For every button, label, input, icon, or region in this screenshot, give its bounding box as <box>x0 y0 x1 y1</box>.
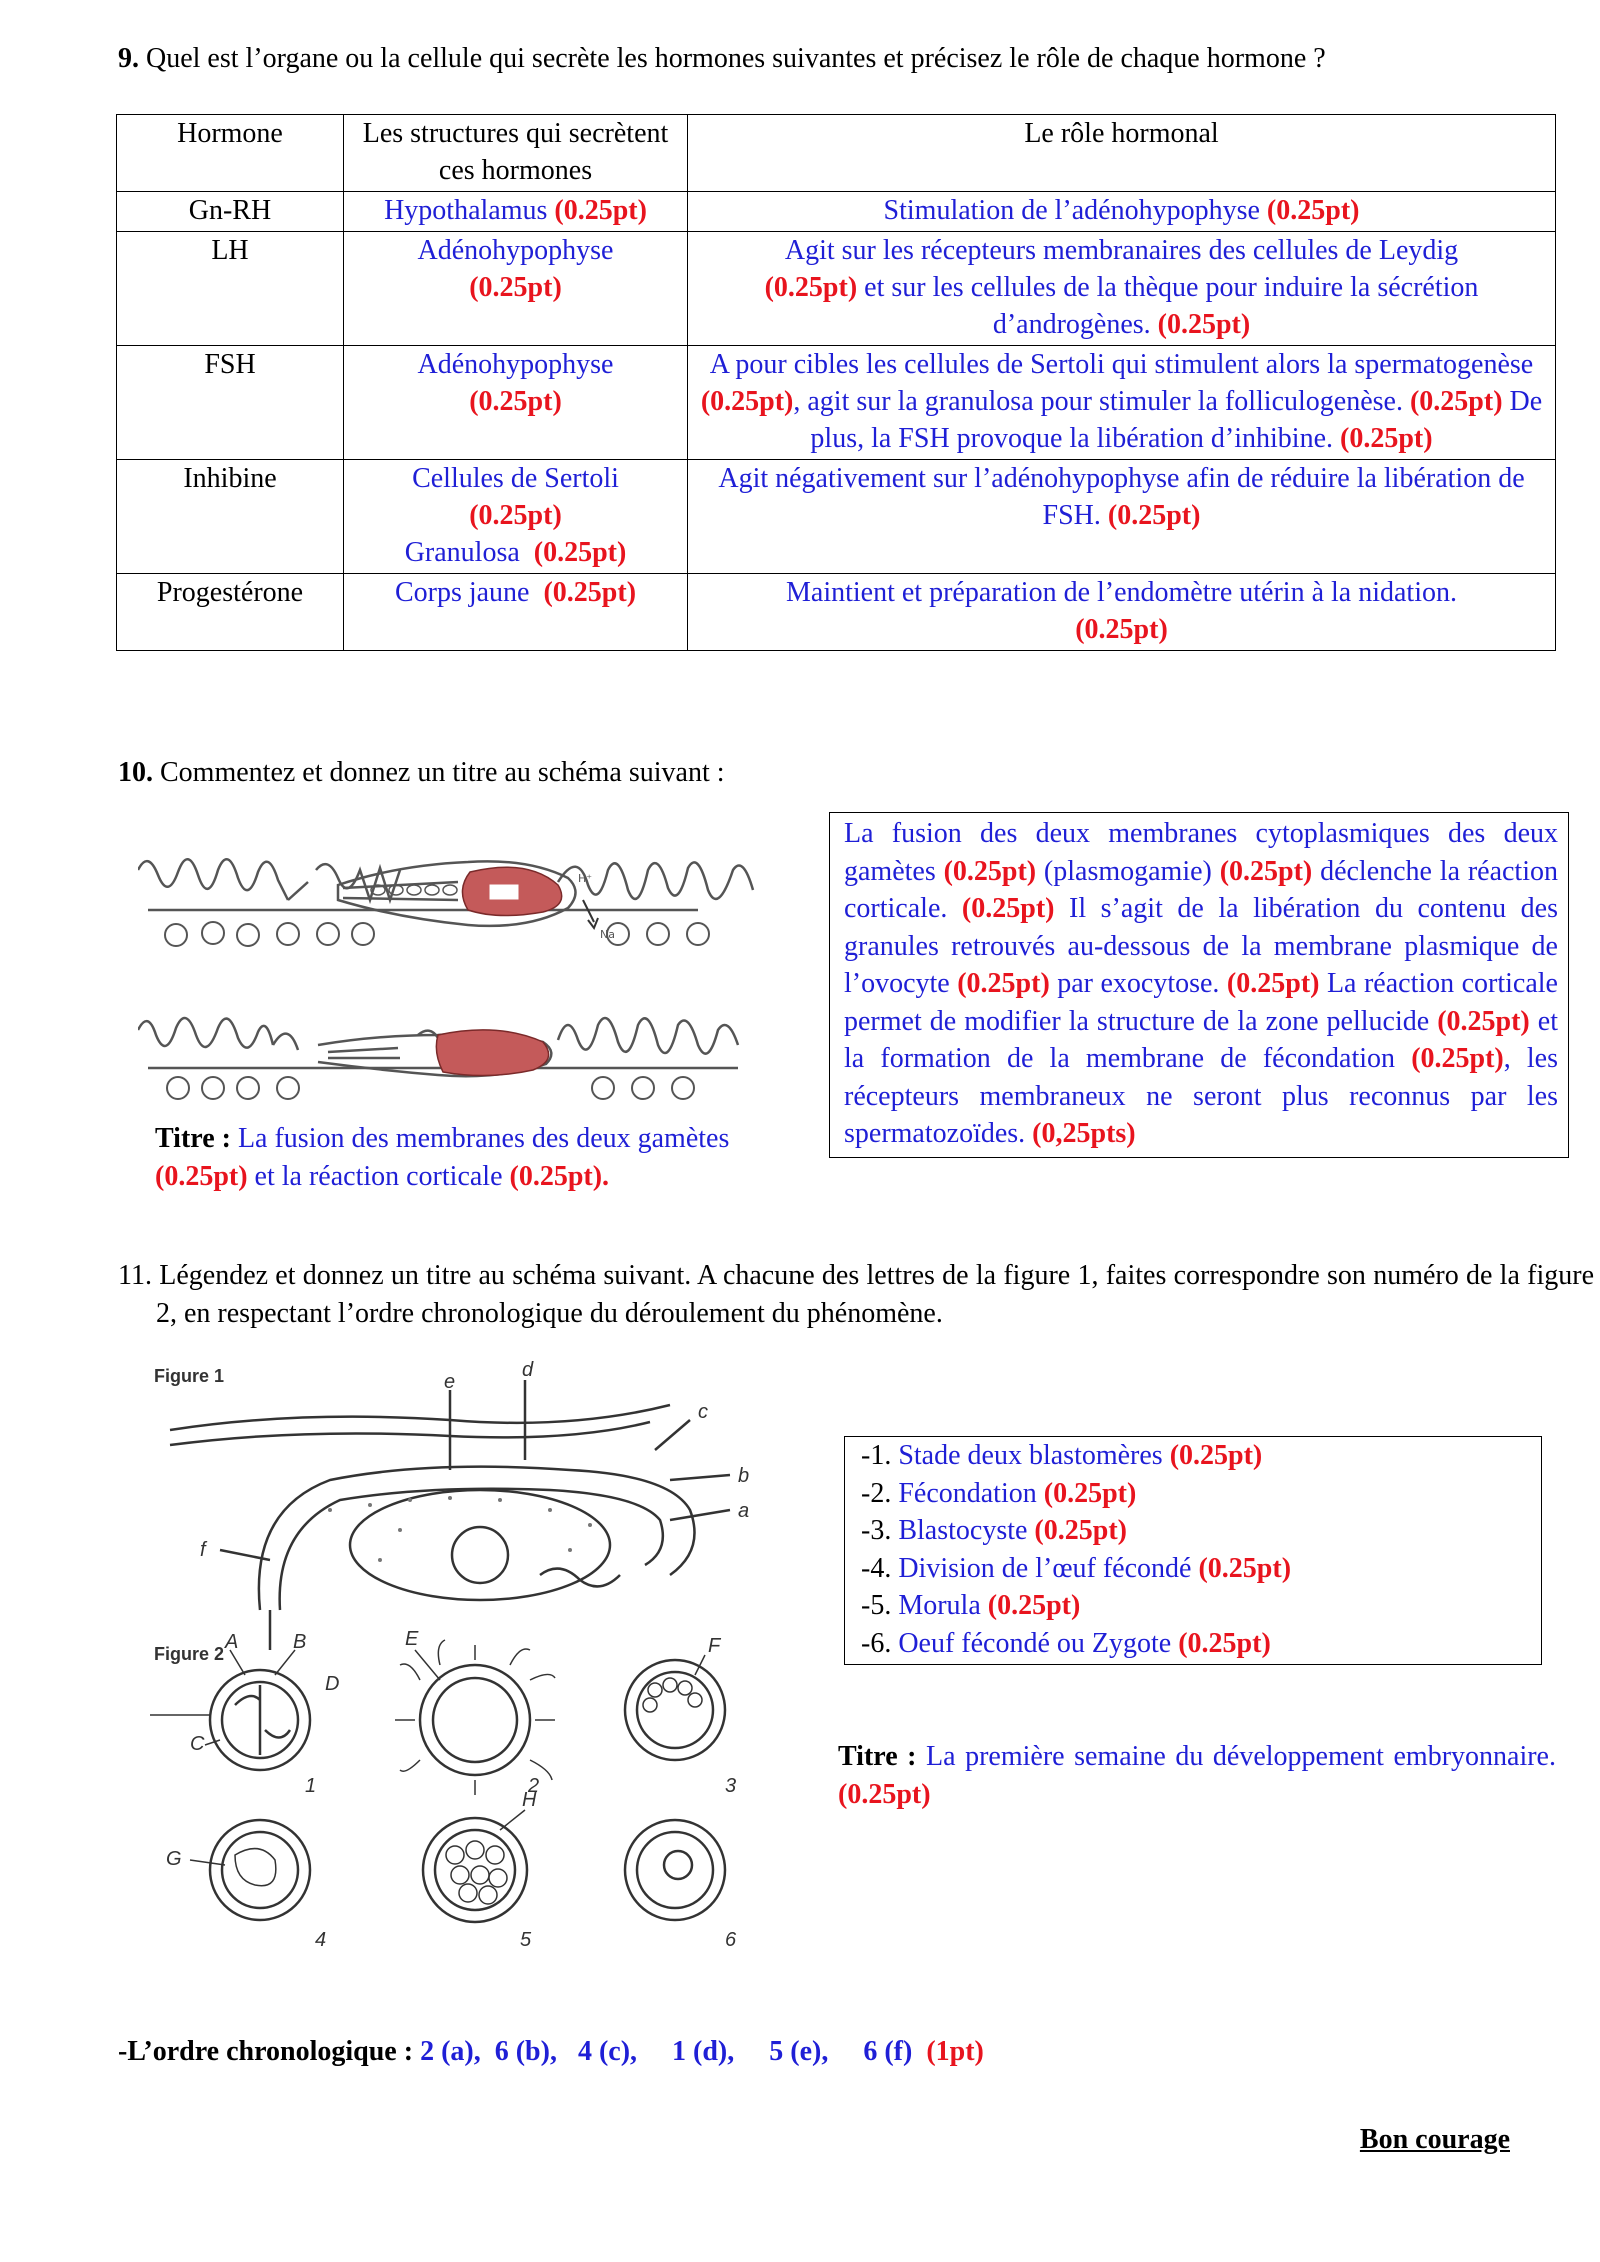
table-row <box>117 192 1556 232</box>
role-text: Agit négativement sur l’adénohypophyse afin de réduire la libération de FSH. <box>718 463 1525 531</box>
points: (0.25pt) <box>469 386 562 417</box>
points: (0.25pt) <box>543 577 637 608</box>
role-text: De plus, la FSH provoque la libération d’inhibine. <box>810 386 1543 454</box>
comment-text: par exocytose. <box>1049 968 1227 999</box>
points: (0.25pt) <box>1178 1627 1271 1659</box>
role-cell <box>688 574 1556 651</box>
structure-text: Cellules de Sertoli <box>412 463 619 494</box>
legend-text: Stade deux blastomères <box>898 1440 1170 1471</box>
points: (0.25pt) <box>1169 1440 1263 1471</box>
fig2-number-5: 5 <box>520 1929 532 1950</box>
legend-text: Division de l’œuf fécondé <box>898 1552 1199 1584</box>
legend-item <box>861 1437 1541 1475</box>
structure-cell <box>344 574 688 651</box>
role-text: Maintient et préparation de l’endomètre utérin à la nidation. <box>786 577 1457 608</box>
fig2-letter-C: C <box>190 1733 205 1755</box>
q10-title <box>155 1120 805 1196</box>
label-na: Na <box>600 928 615 941</box>
fig2-letter-F: F <box>708 1635 721 1657</box>
points: (0.25pt) <box>1411 1043 1504 1074</box>
title-text: et la réaction corticale <box>247 1161 510 1192</box>
table-row <box>117 346 1556 460</box>
fig2-letter-G: G <box>166 1848 182 1870</box>
points: (0.25pt) <box>1219 855 1313 887</box>
points: (0.25pt) <box>554 195 647 226</box>
points: (0,25pts) <box>1032 1118 1136 1149</box>
embryo-development-diagram <box>150 1360 750 1950</box>
table-row <box>117 574 1556 651</box>
hormone-cell: Progestérone <box>117 574 344 651</box>
points: (0.25pt) <box>1266 195 1360 226</box>
role-cell <box>688 346 1556 460</box>
points: (0.25pt) <box>1226 968 1320 999</box>
title-label: Titre : <box>838 1741 917 1772</box>
q11-text: Légendez et donnez un titre au schéma suivant. A chacune des lettres de la figure 1, faites correspondre son numéro de la figure 2, en respectant l’ordre chronologique du déroulement du phénomène. <box>151 1260 1594 1329</box>
order-item: 6 (f) <box>863 2036 913 2067</box>
comment-text: déclenche la réaction corticale. <box>844 855 1558 924</box>
fig1-letter-c: c <box>698 1401 708 1423</box>
points: (0.25pt) <box>1043 1477 1137 1509</box>
points: (0.25pt) <box>1198 1552 1292 1584</box>
legend-item <box>861 1475 1541 1513</box>
structure-text: Adénohypophyse <box>417 235 614 266</box>
points: (0.25pt) <box>961 893 1055 924</box>
title-text: La première semaine du développement embryonnaire. <box>916 1741 1556 1772</box>
legend-number: -1. <box>861 1440 899 1471</box>
label-h: H⁺ <box>578 872 593 885</box>
points: (0.25pt) <box>1107 500 1201 531</box>
points: (0.25pt) <box>469 500 562 531</box>
structure-cell <box>344 346 688 460</box>
legend-item <box>861 1587 1541 1625</box>
points: (0.25pt) <box>1340 423 1433 454</box>
fig2-letter-B: B <box>293 1631 307 1653</box>
points: (0.25pt) <box>1075 614 1168 645</box>
points: (0.25pt) <box>469 272 562 303</box>
structure-text: Hypothalamus <box>384 195 548 226</box>
gamete-fusion-diagram <box>138 830 798 1120</box>
role-text: A pour cibles les cellules de Sertoli qui stimulent alors la spermatogenèse <box>709 349 1534 380</box>
comment-text: et la formation de la membrane de fécondation <box>844 1005 1558 1074</box>
q11-title <box>838 1738 1556 1814</box>
legend-text: Morula <box>898 1590 988 1621</box>
fig2-letter-D: D <box>325 1673 340 1695</box>
q9-text: Quel est l’organe ou la cellule qui secrète les hormones suivantes et précisez le rôle de chaque hormone ? <box>139 43 1326 74</box>
q9-number: 9. <box>118 43 139 74</box>
q11-legend-box <box>844 1436 1542 1665</box>
q11-number: 11. <box>118 1260 152 1291</box>
structure-text: Corps jaune <box>394 577 530 608</box>
legend-text: Blastocyste <box>898 1515 1035 1546</box>
legend-item <box>861 1512 1541 1550</box>
fig2-number-4: 4 <box>315 1929 327 1950</box>
points: (0.25pt) <box>838 1779 931 1810</box>
points: (0.25pt) <box>700 386 794 417</box>
legend-number: -5. <box>861 1590 899 1621</box>
structure-cell <box>344 460 688 574</box>
order-item: 4 (c), <box>577 2036 638 2067</box>
structure-cell <box>344 192 688 232</box>
legend-text: Oeuf fécondé ou Zygote <box>898 1627 1179 1659</box>
comment-text: Il s’agit de la libération du contenu des granules retrouvés au-dessous de la membrane plasmique de l’ovocyte <box>844 893 1559 999</box>
points: (0.25pt) <box>1437 1005 1530 1037</box>
figure2-label: Figure 2 <box>154 1644 225 1664</box>
fig2-letter-H: H <box>522 1789 537 1811</box>
comment-text: La fusion des deux membranes cytoplasmiques des deux gamètes <box>844 818 1558 887</box>
legend-number: -2. <box>861 1477 899 1509</box>
points: (0.25pt) <box>957 968 1050 999</box>
table-row <box>117 460 1556 574</box>
title-label: Titre : <box>155 1123 231 1154</box>
comment-text: (plasmogamie) <box>1036 855 1220 887</box>
comment-text: La réaction corticale permet de modifier la structure de la zone pellucide <box>844 968 1558 1037</box>
order-item: 2 (a), <box>420 2036 481 2067</box>
fig2-letter-E: E <box>405 1628 419 1650</box>
points: (0.25pt) <box>987 1590 1081 1621</box>
order-item: 5 (e), <box>769 2036 829 2067</box>
footer-bon-courage: Bon courage <box>1359 2124 1510 2155</box>
hormone-table <box>116 114 1556 651</box>
structure-cell <box>344 232 688 346</box>
role-cell <box>688 232 1556 346</box>
points: (0.25pt). <box>509 1161 610 1192</box>
q10-number: 10. <box>118 757 153 788</box>
hormone-cell: Inhibine <box>117 460 344 574</box>
legend-text: Fécondation <box>898 1477 1044 1509</box>
q11-statement <box>118 1257 1594 1333</box>
fig2-number-2: 2 <box>528 1775 540 1797</box>
points: (0.25pt) <box>764 272 858 303</box>
role-text: et sur les cellules de la thèque pour induire la sécrétion d’androgènes. <box>857 272 1479 340</box>
order-item: 1 (d), <box>672 2036 735 2067</box>
hormone-cell: LH <box>117 232 344 346</box>
fig2-number-3: 3 <box>725 1775 737 1797</box>
fig2-number-6: 6 <box>725 1929 737 1950</box>
points: (1pt) <box>926 2036 984 2067</box>
fig2-letter-A: A <box>225 1631 239 1653</box>
table-row <box>117 232 1556 346</box>
chronological-order <box>118 2033 984 2071</box>
order-label: -L’ordre chronologique : <box>118 2036 421 2067</box>
role-cell <box>688 192 1556 232</box>
header-role: Le rôle hormonal <box>688 115 1556 192</box>
legend-item <box>861 1625 1541 1663</box>
fig2-number-1: 1 <box>305 1775 317 1797</box>
structure-text: Adénohypophyse <box>417 349 614 380</box>
structure-text: Granulosa <box>404 537 520 568</box>
points: (0.25pt) <box>155 1161 248 1192</box>
points: (0.25pt) <box>1157 309 1251 340</box>
legend-number: -4. <box>861 1552 899 1584</box>
order-item: 6 (b), <box>494 2036 557 2067</box>
title-text: La fusion des membranes des deux gamètes <box>230 1123 730 1154</box>
q10-statement <box>118 754 725 792</box>
role-text: Agit sur les récepteurs membranaires des cellules de Leydig <box>784 235 1459 266</box>
hormone-cell: FSH <box>117 346 344 460</box>
points: (0.25pt) <box>943 855 1037 887</box>
role-text: , agit sur la granulosa pour stimuler la folliculogenèse. <box>793 386 1403 417</box>
header-hormone: Hormone <box>117 115 344 192</box>
fig1-letter-d: d <box>522 1360 534 1381</box>
points: (0.25pt) <box>1034 1515 1127 1546</box>
fig1-letter-b: b <box>738 1465 750 1487</box>
fig1-letter-e: e <box>444 1371 456 1393</box>
legend-number: -3. <box>861 1515 899 1546</box>
role-text: Stimulation de l’adénohypophyse <box>883 195 1260 226</box>
header-structures: Les structures qui secrètent ces hormones <box>344 115 688 192</box>
fig1-letter-f: f <box>200 1539 206 1561</box>
q10-comment-box <box>829 812 1569 1158</box>
table-header-row <box>117 115 1556 192</box>
points: (0.25pt) <box>533 537 627 568</box>
comment-text: , les récepteurs membraneux ne seront plus reconnus par les spermatozoïdes. <box>844 1043 1559 1149</box>
q10-text: Commentez et donnez un titre au schéma suivant : <box>153 757 725 788</box>
fig1-letter-a: a <box>738 1500 750 1522</box>
figure1-label: Figure 1 <box>154 1366 225 1386</box>
legend-item <box>861 1550 1541 1588</box>
legend-number: -6. <box>861 1627 899 1659</box>
points: (0.25pt) <box>1409 386 1503 417</box>
role-cell <box>688 460 1556 574</box>
q9-statement <box>118 40 1326 78</box>
hormone-cell: Gn-RH <box>117 192 344 232</box>
